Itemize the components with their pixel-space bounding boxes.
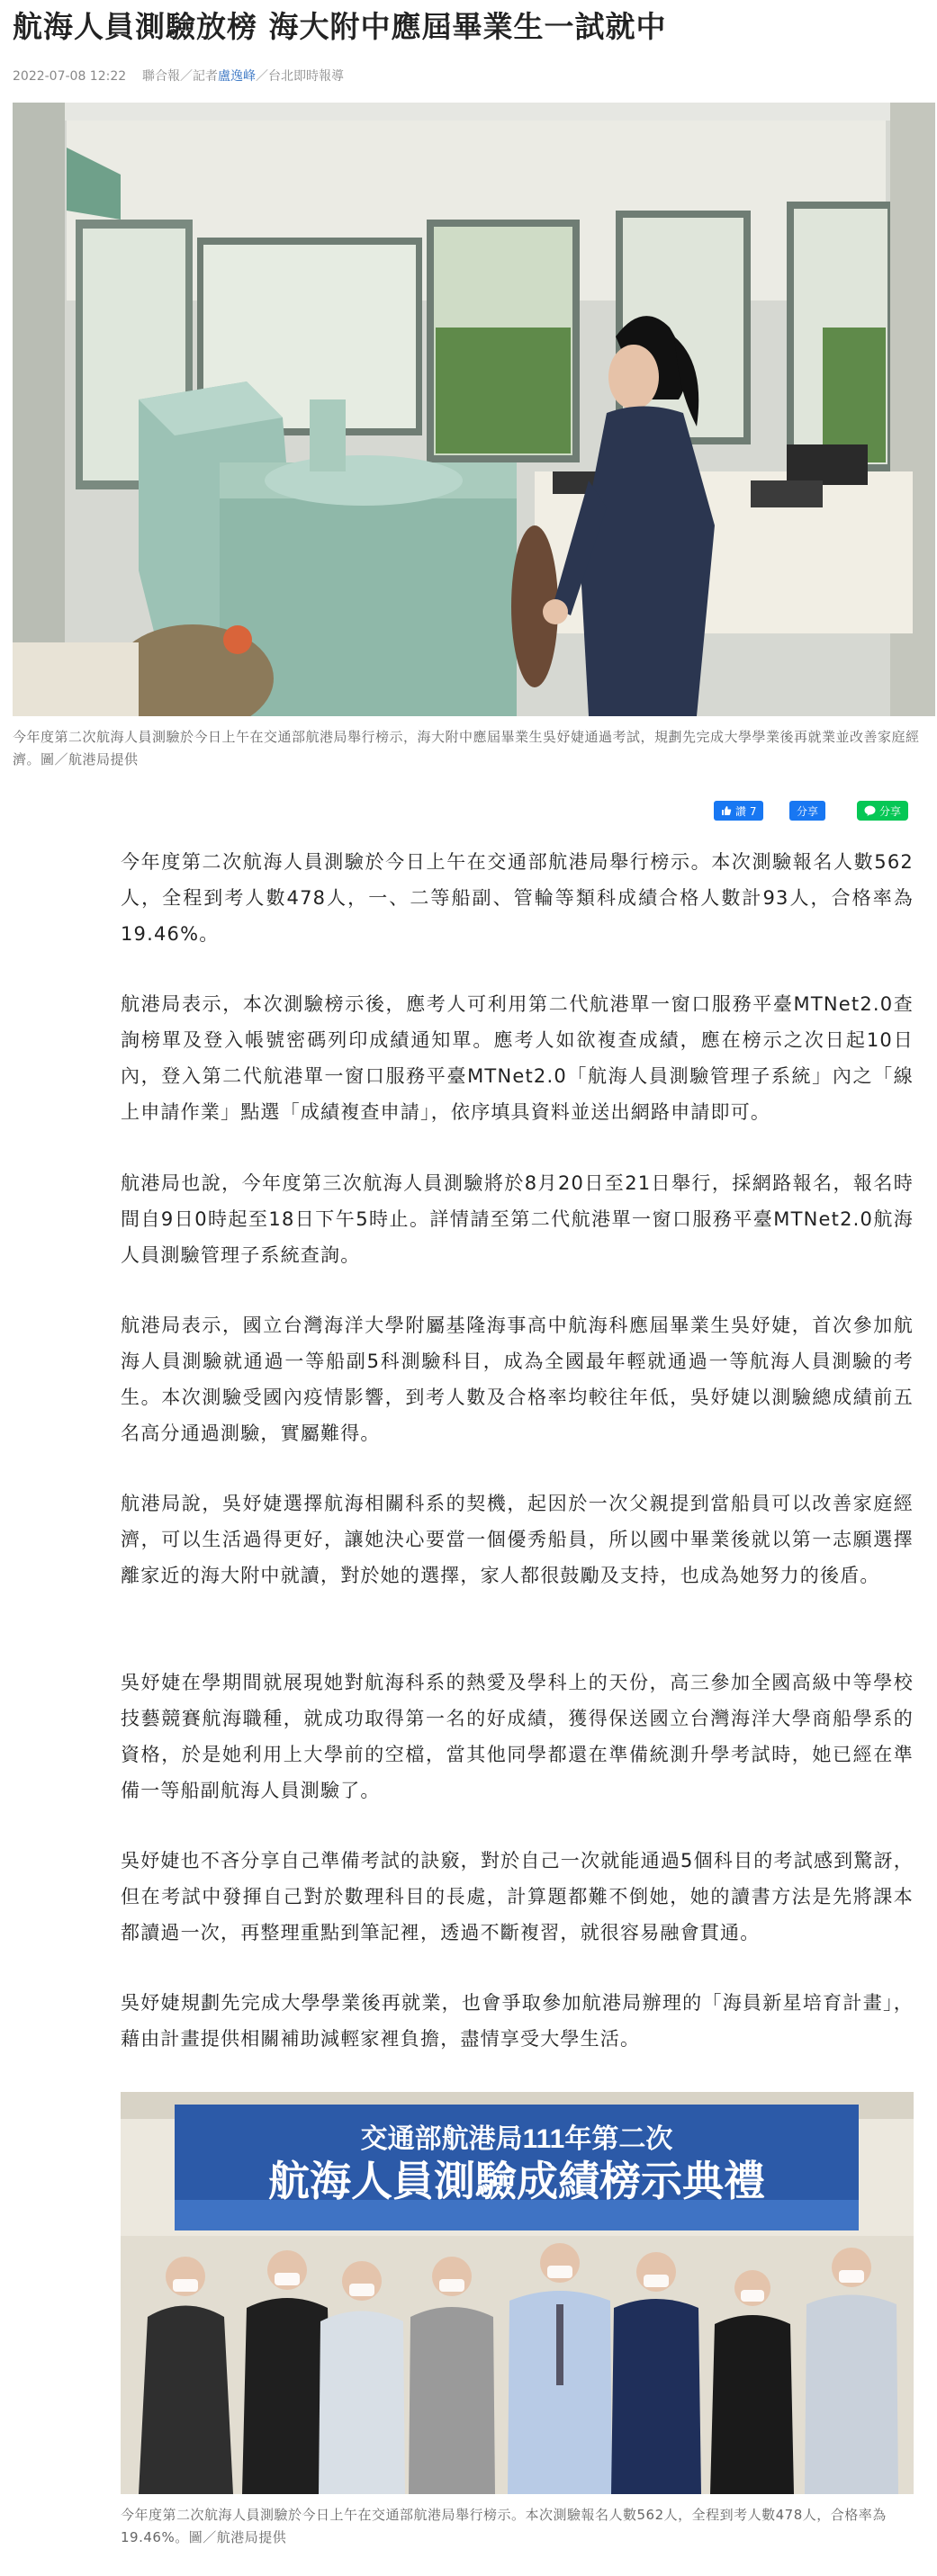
facebook-share-button[interactable]: 分享 [789,801,825,821]
reporter-link[interactable]: 盧逸峰 [217,69,256,84]
hero-photo [13,103,935,716]
thumbs-up-icon [721,805,732,816]
line-icon [864,805,876,816]
banner-line-2: 航海人員測驗成績榜示典禮 [268,2158,765,2204]
hero-photo-caption: 今年度第二次航海人員測驗於今日上午在交通部航港局舉行榜示，海大附中應屆畢業生吳妤婕通過考試，規劃先完成大學學業後再就業並改善家庭經濟。圖／航港局提供 [13,729,920,767]
like-count-label: 讚 7 [735,804,757,818]
publish-date: 2022-07-08 12:22 [13,69,127,84]
article-paragraph: 航港局表示，國立台灣海洋大學附屬基隆海事高中航海科應屆畢業生吳妤婕，首次參加航海人員測驗就通過一等船副5科測驗科目，成為全國最年輕就通過一等航海人員測驗的考生。本次測驗受國內疫情影響，到考人數及合格率均較往年低，吳妤婕以測驗總成績前五名高分通過測驗，實屬難得。 [121,1315,914,1444]
article-meta: 2022-07-08 12:22 聯合報／記者盧逸峰／台北即時報導 [13,69,344,84]
article-paragraph: 航港局表示，本次測驗榜示後，應考人可利用第二代航港單一窗口服務平臺MTNet2.0查詢榜單及登入帳號密碼列印成績通知單。應考人如欲複查成績，應在榜示之次日起10日內，登入第二代航港單一窗口服務平臺MTNet2.0「航海人員測驗管理子系統」內之「線上申請作業」點選「成績複查申請」，依序填具資料並送出網路申請即可。 [121,993,914,1123]
article-paragraph: 吳妤婕在學期間就展現她對航海科系的熱愛及學科上的天份，高三參加全國高級中等學校技藝競賽航海職種，就成功取得第一名的好成績，獲得保送國立台灣海洋大學商船學系的資格，於是她利用上大學前的空檔，當其他同學都還在準備統測升學考試時，她已經在準備一等船副航海人員測驗了。 [121,1672,914,1801]
article-paragraph: 今年度第二次航海人員測驗於今日上午在交通部航港局舉行榜示。本次測驗報名人數562人，全程到考人數478人，一、二等船副、管輪等類科成績合格人數計93人，合格率為19.46%。 [121,851,914,945]
line-share-button[interactable] [857,801,908,821]
article-paragraph: 航港局說，吳妤婕選擇航海相關科系的契機，起因於一次父親提到當船員可以改善家庭經濟，可以生活過得更好，讓她決心要當一個優秀船員，所以國中畢業後就以第一志願選擇離家近的海大附中就讀，對於她的選擇，家人都很鼓勵及支持，也成為她努力的後盾。 [121,1493,914,1586]
article-paragraph: 航港局也說，今年度第三次航海人員測驗將於8月20日至21日舉行，採網路報名，報名時間自9日0時起至18日下午5時止。詳情請至第二代航港單一窗口服務平臺MTNet2.0航海人員測驗管理子系統查詢。 [121,1172,914,1266]
source-name: 聯合報 [141,69,180,84]
ceremony-photo-caption: 今年度第二次航海人員測驗於今日上午在交通部航港局舉行榜示。本次測驗報名人數562人，全程到考人數478人，合格率為19.46%。圖／航港局提供 [121,2507,887,2545]
article-title: 航海人員測驗放榜 海大附中應屆畢業生一試就中 [13,9,667,44]
news-desk: 台北即時報導 [267,69,344,84]
facebook-like-button[interactable] [714,801,763,821]
article-paragraph: 吳妤婕規劃先完成大學學業後再就業，也會爭取參加航港局辦理的「海員新星培育計畫」，藉由計畫提供相關補助減輕家裡負擔，盡情享受大學生活。 [121,1992,914,2050]
ceremony-photo [121,2092,914,2494]
line-share-label: 分享 [879,804,902,818]
article-paragraph: 吳妤婕也不吝分享自己準備考試的訣竅，對於自己一次就能通過5個科目的考試感到驚訝，但在考試中發揮自己對於數理科目的長處，計算題都難不倒她，她的讀書方法是先將課本都讀過一次，再整理重點到筆記裡，透過不斷複習，就很容易融會貫通。 [121,1850,914,1943]
banner-line-1: 交通部航港局111年第二次 [360,2124,673,2154]
